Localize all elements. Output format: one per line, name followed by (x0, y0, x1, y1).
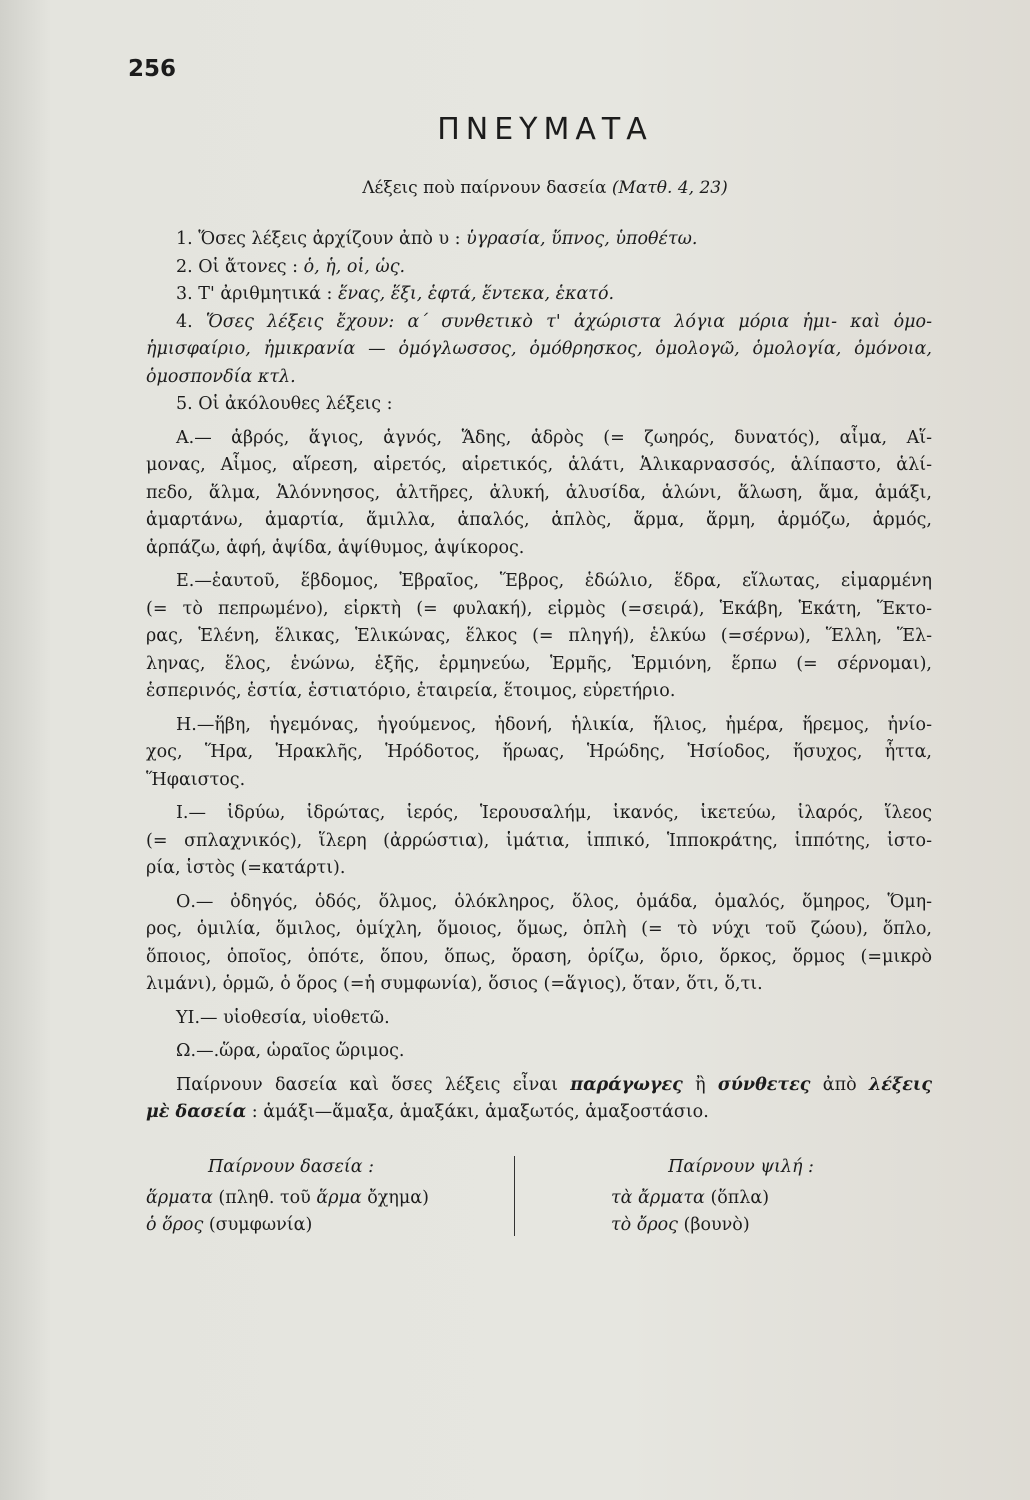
text-line: ἁρπάζω, ἁφή, ἁψίδα, ἁψίθυμος, ἁψίκορος. (146, 537, 525, 558)
rule-examples: ὁ, ἡ, οἱ, ὡς. (303, 256, 406, 277)
text-line: Ἥφαιστος. (146, 769, 246, 790)
left-column-heading: Παίρνουν δασεία : (207, 1157, 375, 1177)
text-line: (= σπλαχνικός), ἵλερη (ἀρρώστια), ἱμάτια, ἱππικό, Ἱπποκράτης, ἱππότης, ἱστο- (146, 830, 932, 851)
rule-line-text: ὁμοσπονδία κτλ. (146, 366, 296, 387)
left-row-2 (146, 1212, 506, 1239)
rule-text: Ὅσες λέξεις ἀρχίζουν ἀπὸ υ : (198, 229, 461, 249)
rule-line (146, 336, 932, 364)
comparison-columns (146, 1154, 932, 1274)
closing-paragraph (146, 1072, 932, 1127)
column-divider (514, 1156, 515, 1236)
closing-emphasis: παράγωγες (570, 1074, 683, 1095)
text-line: ἁμαρτάνω, ἁμαρτία, ἅμιλλα, ἁπαλός, ἁπλὸς, ἅρμα, ἅρμη, ἁρμόζω, ἁρμός, (146, 510, 932, 530)
example-word: ἅρμα (316, 1188, 362, 1208)
closing-emphasis: μὲ δασεία (146, 1102, 247, 1122)
text-line: ληνας, ἕλος, ἑνώνω, ἑξῆς, ἑρμηνεύω, Ἑρμῆς, Ἑρμιόνη, ἕρπω (= σέρνομαι), (146, 653, 932, 674)
rule-2 (146, 254, 932, 282)
example-word: τὸ ὄρος (611, 1215, 678, 1235)
text-line: πεδο, ἅλμα, Ἁλόννησος, ἁλτῆρες, ἁλυκή, ἁλυσίδα, ἁλώνι, ἅλωση, ἅμα, ἁμάξι, (146, 482, 932, 503)
paragraph-epsilon (146, 568, 932, 706)
rule-line-text: ἡμισφαίριο, ἡμικρανία — ὁμόγλωσσος, ὁμόθρησκος, ὁμολογῶ, ὁμολογία, ὁμόνοια, (146, 339, 932, 359)
subtitle-text: Λέξεις ποὺ παίρνουν δασεία (362, 178, 607, 198)
right-column (611, 1154, 931, 1239)
text-line: Α.— ἁβρός, ἅγιος, ἁγνός, Ἅδης, ἁδρὸς (= ζωηρός, δυνατός), αἷμα, Αἵ- (176, 427, 932, 448)
closing-line (146, 1072, 932, 1100)
closing-text: ἢ (695, 1074, 706, 1095)
rule-5 (146, 391, 932, 419)
rule-examples: ὑγρασία, ὕπνος, ὑποθέτω. (466, 229, 698, 249)
rule-text: Οἱ ἄτονες : (198, 256, 299, 277)
right-row-2 (611, 1212, 931, 1239)
rule-number: 1. (176, 229, 193, 249)
rule-number: 2. (176, 256, 193, 277)
rule-line (146, 309, 932, 337)
paragraph-iota (146, 800, 932, 883)
rule-3 (146, 281, 932, 309)
text-line: χος, Ἥρα, Ἡρακλῆς, Ἡρόδοτος, ἥρωας, Ἡρώδης, Ἡσίοδος, ἥσυχος, ἧττα, (146, 742, 932, 762)
rule-text: Οἱ ἀκόλουθες λέξεις : (198, 394, 393, 414)
text-line: ρία, ἱστὸς (=κατάρτι). (146, 858, 346, 878)
paragraph-eta (146, 712, 932, 795)
text-line: Ε.—ἑαυτοῦ, ἕβδομος, Ἑβραῖος, Ἕβρος, ἑδώλιο, ἕδρα, εἵλωτας, εἱμαρμένη (176, 571, 932, 591)
rule-number: 5. (176, 394, 193, 414)
paragraph-upsilon-iota: ΥΙ.— υἱοθεσία, υἱοθετῶ. (176, 1007, 390, 1028)
example-gloss: (συμφωνία) (208, 1215, 313, 1235)
rule-examples: ἕνας, ἕξι, ἑφτά, ἕντεκα, ἑκατό. (338, 284, 615, 304)
text-line: ἑσπερινός, ἑστία, ἑστιατόριο, ἑταιρεία, ἕτοιμος, εὑρετήριο. (146, 681, 676, 701)
example-gloss: ὄχημα) (367, 1188, 429, 1208)
closing-text: Παίρνουν δασεία καὶ ὅσες λέξεις εἶναι (176, 1074, 558, 1095)
rule-number: 4. (176, 311, 193, 332)
rule-number: 3. (176, 284, 193, 304)
example-gloss: (βουνὸ) (683, 1215, 750, 1235)
closing-emphasis: σύνθετες (717, 1074, 811, 1095)
text-line: ὅποιος, ὁποῖος, ὁπότε, ὅπου, ὅπως, ὅραση, ὁρίζω, ὅριο, ὅρκος, ὅρμος (=μικρὸ (146, 946, 932, 967)
closing-text: : ἁμάξι—ἅμαξα, ἁμαξάκι, ἁμαξωτός, ἁμαξοστάσιο. (251, 1102, 709, 1122)
paragraph-omega: Ω.—.ὥρα, ὡραῖος ὥριμος. (176, 1041, 405, 1061)
subtitle-reference: (Ματθ. 4, 23) (611, 178, 728, 198)
main-text (146, 226, 932, 1127)
text-line: μονας, Αἷμος, αἵρεση, αἱρετός, αἱρετικός, ἁλάτι, Ἁλικαρνασσός, ἁλίπαστο, ἁλί- (146, 455, 932, 475)
right-row-1 (611, 1185, 931, 1212)
rule-text: Τ' ἀριθμητικά : (198, 284, 333, 304)
text-line: Η.—ἥβη, ἡγεμόνας, ἡγούμενος, ἡδονή, ἡλικία, ἥλιος, ἡμέρα, ἥρεμος, ἡνίο- (176, 714, 932, 735)
page-title: ΠΝΕΥΜΑΤΑ (437, 112, 653, 147)
example-gloss: (ὅπλα) (710, 1188, 770, 1208)
right-column-heading: Παίρνουν ψιλή : (668, 1157, 814, 1177)
text-line: λιμάνι), ὁρμῶ, ὁ ὅρος (=ἡ συμφωνία), ὅσιος (=ἅγιος), ὅταν, ὅτι, ὅ,τι. (146, 974, 763, 994)
example-word: τὰ ἄρματα (611, 1188, 705, 1208)
closing-line (146, 1099, 932, 1127)
rule-1 (146, 226, 932, 254)
closing-text: ἀπὸ (822, 1074, 857, 1095)
rule-line (146, 364, 932, 392)
rule-4 (146, 309, 932, 392)
page-number: 256 (128, 56, 177, 82)
paragraph-omicron (146, 889, 932, 999)
example-word: ὁ ὅρος (146, 1215, 204, 1235)
example-word: ἅρματα (146, 1188, 213, 1208)
closing-emphasis: λέξεις (868, 1074, 932, 1095)
text-line: ρας, Ἑλένη, ἕλικας, Ἑλικώνας, ἕλκος (= πληγή), ἑλκύω (=σέρνω), Ἕλλη, Ἕλ- (146, 626, 932, 646)
text-line: (= τὸ πεπρωμένο), εἱρκτὴ (= φυλακή), εἱρμὸς (=σειρά), Ἑκάβη, Ἑκάτη, Ἕκτο- (146, 598, 932, 619)
rule-line-text: Ὅσες λέξεις ἔχουν: α΄ συνθετικὸ τ' ἀχώριστα λόγια μόρια ἡμι- καὶ ὁμο- (205, 311, 932, 332)
text-line: Ι.— ἱδρύω, ἱδρώτας, ἱερός, Ἱερουσαλήμ, ἱκανός, ἱκετεύω, ἱλαρός, ἵλεος (176, 803, 932, 823)
left-row-1 (146, 1185, 506, 1212)
text-line: Ο.— ὁδηγός, ὁδός, ὅλμος, ὁλόκληρος, ὅλος, ὁμάδα, ὁμαλός, ὅμηρος, Ὅμη- (176, 891, 932, 912)
left-column (146, 1154, 506, 1239)
subtitle (0, 178, 1030, 198)
text-line: ρος, ὁμιλία, ὅμιλος, ὁμίχλη, ὅμοιος, ὅμως, ὁπλὴ (= τὸ νύχι τοῦ ζώου), ὅπλο, (146, 919, 932, 939)
example-gloss: (πληθ. τοῦ (218, 1188, 311, 1208)
paragraph-alpha (146, 425, 932, 563)
